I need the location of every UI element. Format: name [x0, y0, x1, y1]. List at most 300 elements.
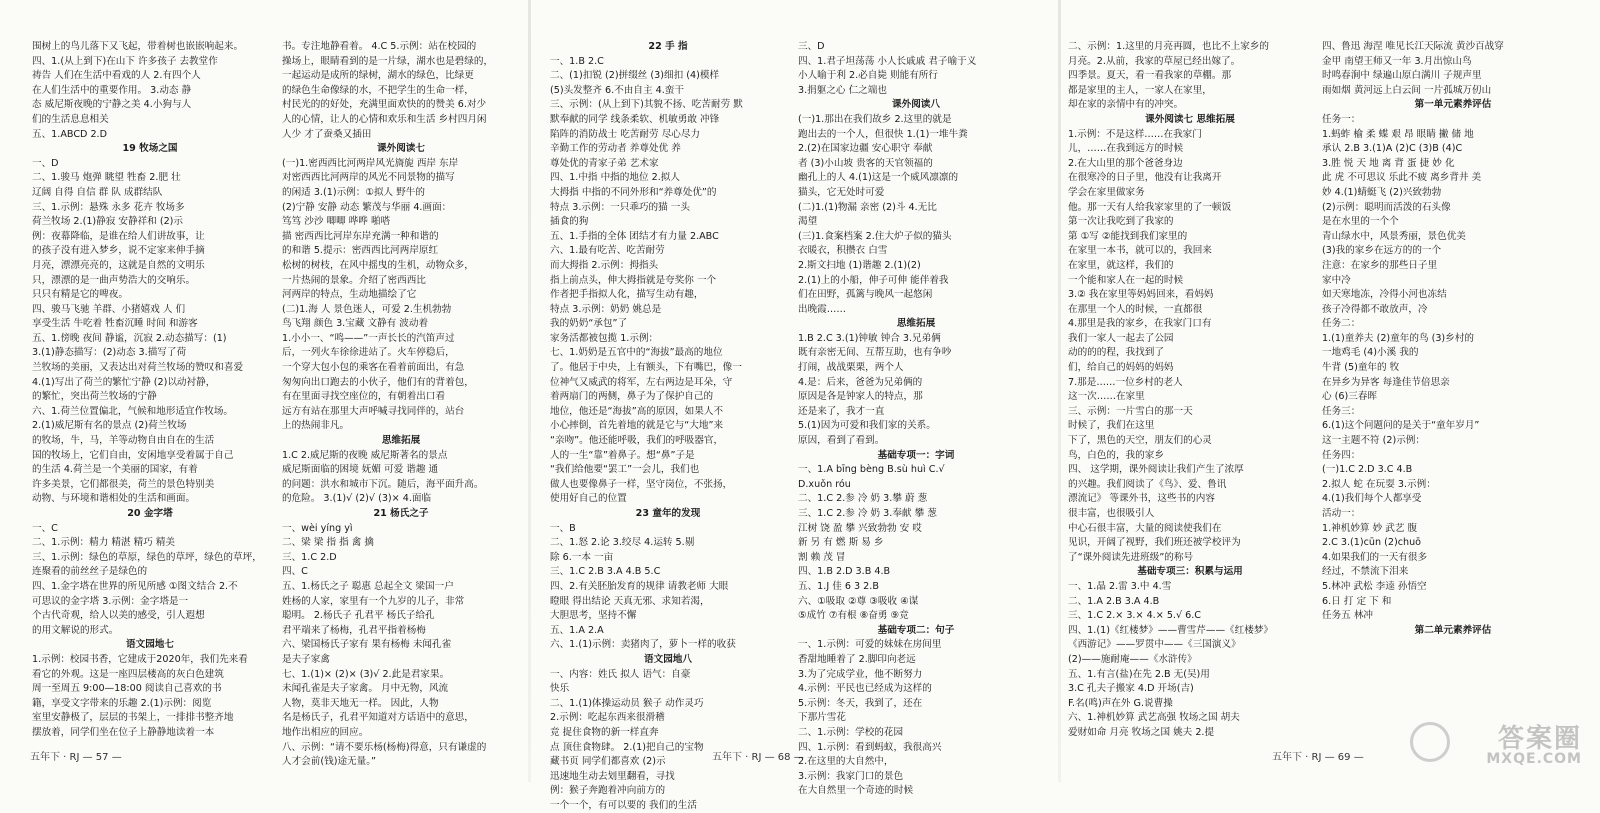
answer-line: (2)示例：聪明而活泼的石头像: [1322, 201, 1451, 213]
answer-line: 注意：在家乡的那些日子里: [1322, 259, 1438, 271]
answer-line: 的兴趣。我们阅读了《鸟》、爱、鲁讯: [1068, 478, 1227, 490]
answer-line: 尊处优的青家子弟 艺术家: [550, 157, 659, 169]
answer-line: 一、D: [32, 157, 59, 169]
answer-line: 这一主题不符 (2)示例：: [1322, 435, 1425, 447]
answer-line: 快乐: [550, 683, 570, 695]
section-heading: 19 牧场之国: [122, 143, 178, 155]
answer-line: 着两扇门的两侧，鼻子为了保护自己的: [550, 391, 714, 403]
answer-line: 指上前点头，伸大拇指就是夸奖你 一个: [550, 274, 717, 286]
answer-line: 在很寒冷的日子里，他没有让我离开: [1068, 172, 1222, 184]
answer-line: 4.(1)写出了荷兰的繁忙宁静 (2)以动衬静，: [32, 376, 216, 388]
section-heading: 语文园地八: [644, 653, 692, 665]
section-heading: 基础专项三：积累与运用: [1137, 566, 1243, 578]
answer-line: 例：夜幕降临，是谁在给人们讲故事，让: [32, 230, 205, 242]
answer-line: 七、1.奶奶是五官中的“海拔”最高的地位: [550, 347, 723, 359]
answer-line: 四、1.金字塔在世界的所见所感 ①图文结合 2.不: [32, 580, 238, 592]
answer-line: 在大自然里一个奇迹的时候: [798, 785, 914, 797]
answer-line: 大拇指 中指的不同外形和“养尊处优”的: [550, 186, 717, 198]
answer-line: 鸟飞翔 颜色 3.宝藏 文静有 波动着: [282, 318, 429, 330]
answer-line: 的绿色生命像绿的水，不把学生的生命一样，: [282, 84, 474, 96]
answer-line: 未闻孔雀是夫子家禽。 月中无物，风流: [282, 683, 449, 695]
answer-line: 爱财如命 月亮 牧场之国 姚夫 2.提: [1068, 726, 1215, 738]
answer-line: 是夫子家禽: [282, 653, 330, 665]
answer-line: 四、1.B 2.D 3.B 4.B: [798, 566, 891, 578]
answer-line: 有在里面寻找空座位的，有朝着出口看: [282, 391, 446, 403]
answer-line: 第 ①写 ②能找到我们家里的: [1068, 230, 1188, 242]
answer-line: 3.C 孔夫子搬家 4.D 开场(吉): [1068, 683, 1194, 695]
answer-line: 辛勤工作的劳动者 养尊处优 养: [550, 143, 681, 155]
answer-line: 学会在家里做家务: [1068, 186, 1145, 198]
section-heading: 20 金字塔: [127, 508, 173, 519]
answer-line: 的危险。 3.(1)√ (2)√ (3)× 4.面临: [282, 493, 432, 505]
answer-line: D.xuǒn róu: [798, 478, 851, 490]
page-57: [0, 0, 530, 782]
answer-line: 6.日 打 定 下 和: [1322, 595, 1392, 607]
answer-line: 的闲适 3.(1)示例：①拟人 野牛的: [282, 186, 425, 198]
page-69-column-1: [1068, 40, 1312, 738]
page-69-column-2: [1322, 40, 1584, 730]
answer-line: 了。他居于中央，上有额头，下有嘴巴，像一: [550, 362, 742, 374]
answer-line: 渴望: [798, 216, 818, 228]
section-heading: 23 童年的发现: [635, 508, 701, 519]
answer-line: 牛背 (5)童年的 牧: [1322, 362, 1400, 374]
answer-line: 1.(1)童养夫 (2)童年的鸟 (3)乡村的: [1322, 332, 1474, 344]
answer-line: 六、1.神机妙算 武艺高强 牧场之国 胡夫: [1068, 712, 1240, 724]
answer-line: 五、1.手指的全体 团结才有力量 2.ABC: [550, 230, 719, 242]
answer-line: 动的的的程，我找到了: [1068, 347, 1164, 359]
answer-line: 描 密西西比河岸东岸充满一种和谐的: [282, 230, 439, 242]
answer-line: 竞 捉住食物的新一样直奔: [550, 726, 659, 738]
page-68-column-2: [798, 40, 1034, 797]
answer-line: 一个能和家人在一起的时候: [1068, 274, 1184, 286]
answer-line: 任务一：: [1322, 113, 1361, 125]
answer-line: 三、1.示例：悬殊 永多 花卉 牧场多: [32, 201, 185, 213]
answer-line: 威尼斯面临的困境 妩媚 可爱 谐趣 通: [282, 464, 439, 476]
watermark: [1486, 718, 1582, 767]
answer-line: 青山绿水中，风景秀丽，景色优美: [1322, 230, 1466, 242]
answer-line: 月亮。2.从前，我家的草屋已经出嫁了。: [1068, 55, 1241, 67]
answer-line: 原因，看到了看到。: [798, 435, 885, 447]
answer-line: “亲吻”。他还能呼吸，我们的呼吸器官，: [550, 435, 724, 447]
answer-line: 月亮，漂漂亮亮的，这就是自然的文明乐: [32, 259, 205, 271]
watermark-badge-icon: [1410, 722, 1450, 762]
answer-line: 可思议的金字塔 3.示例：金字塔是一: [32, 595, 189, 607]
answer-line: 的生活 4.荷兰是一个美丽的国家，有着: [32, 464, 198, 476]
answer-line: 一、wèi yíng yì: [282, 522, 353, 534]
answer-line: 瞪眼 得出结论 天真无邪、求知若渴，: [550, 595, 710, 607]
answer-line: 四、C: [282, 566, 308, 578]
answer-line: 二、1.骏马 炮弹 眺望 牲畜 2.肥 壮: [32, 172, 181, 184]
answer-line: 3.胜 悦 天 地 离 背 蛋 捷 妙 化: [1322, 157, 1455, 169]
page-68: [532, 0, 1058, 811]
watermark-title: 答案圈: [1497, 724, 1582, 754]
answer-line: 们，给自己的妈妈的妈妈: [1068, 362, 1174, 374]
answer-line: 远方有站在那里大声呼喊寻找同伴的，站台: [282, 405, 465, 417]
answer-line: 时鸣春涧中 绿遍山原白满川 子规声里: [1322, 70, 1482, 82]
answer-line: (一)1.那出在我们故乡 2.这里的就是: [798, 113, 952, 125]
section-heading: 第二单元素养评估: [1414, 624, 1492, 636]
answer-line: 中心石很丰富，大量的阅读使我们在: [1068, 522, 1222, 534]
answer-line: 一地鸡毛 (4)小溪 我的: [1322, 347, 1419, 359]
answer-line: 四、1.(1)《红楼梦》——曹雪芹——《红楼梦》: [1068, 624, 1274, 636]
answer-line: 的孩子没有进入梦乡，说不定家来伸手摘: [32, 245, 205, 257]
answer-line: 小人喻于利 2.必自毙 则能有所行: [798, 70, 938, 82]
answer-line: 在异乡为异客 每逢佳节倍思亲: [1322, 376, 1450, 388]
answer-line: 4.那里是我的家乡，在我家门口有: [1068, 318, 1212, 330]
answer-line: 享受生活 牛吃着 牲畜沉睡 时间 和游客: [32, 318, 198, 330]
answer-line: 是在水里的一个个: [1322, 216, 1399, 228]
answer-line: 1.示例：不是这样……在我家门: [1068, 128, 1202, 140]
answer-line: 匆匆向出口跑去的小伙子，他们有的背着包，: [282, 376, 474, 388]
answer-line: 1.蚂蚱 榆 柔 蝶 艰 昂 眼睛 撇 储 地: [1322, 128, 1474, 140]
answer-line: 了“课外阅读先进班级”的称号: [1068, 551, 1194, 563]
answer-line: 家务活都被包揽 1.示例：: [550, 332, 659, 344]
answer-line: 1.示例：校园书香，它建成于2020年，我们先来看: [32, 653, 248, 665]
answer-line: 河两岸的特点，生动地描绘了它: [282, 289, 417, 301]
answer-line: 6.(1)这个问题问的是关于“童年岁月”: [1322, 420, 1480, 432]
answer-line: 却在家的亲情中有的冲突。: [1068, 99, 1184, 111]
answer-line: 一、C: [32, 522, 58, 534]
answer-line: (一)1.密西西比河两岸风光旖旎 西岸 东岸: [282, 157, 459, 169]
answer-line: 我们一家人一起去了公园: [1068, 332, 1174, 344]
answer-line: 除 6.一本 一亩: [550, 551, 614, 563]
answer-line: 心 (6)三春晖: [1322, 391, 1378, 403]
answer-line: 点 顶住食物肆。 2.(1)把自己的宝物: [550, 741, 704, 753]
answer-line: 二、(1)扣锐 (2)拼缀丝 (3)细扣 (4)模样: [550, 70, 720, 82]
answer-line: 打闹，战战栗栗，两个人: [798, 362, 904, 374]
answer-line: 藏书页 同学们都喜欢 (2)示: [550, 756, 666, 768]
answer-line: 四、1.中指 中指的地位 2.拟人: [550, 172, 680, 184]
answer-line: 人少 才了蚕桑又插田: [282, 128, 372, 140]
answer-line: 五、1.A 2.A: [550, 624, 604, 636]
section-heading: 课外阅读七: [377, 143, 425, 155]
section-heading: 课外阅读七 思维拓展: [1145, 113, 1235, 125]
answer-line: 孩子冷得都不敢放声，冷: [1322, 303, 1428, 315]
answer-line: 使用好自己的位置: [550, 493, 627, 505]
answer-line: 出晚霞……: [798, 303, 846, 315]
answer-line: 三、1.C 2.参 冷 奶 3.奉献 攀 葱: [798, 508, 937, 519]
answer-line: 《西游记》——罗贯中——《三国演义》: [1068, 639, 1241, 651]
answer-line: 动物、与环境和谐相处的生活和画面。: [32, 493, 196, 505]
answer-line: 7.那是……一位乡村的老人: [1068, 376, 1183, 388]
answer-line: 三、1.示例：绿色的草原，绿色的草坪，绿色的草坪，: [32, 551, 262, 563]
answer-line: 1.B 2.C 3.(1)钟敏 钟合 3.兄弟俩: [798, 332, 941, 344]
answer-line: 籍，享受文字带来的乐趣 2.(1)示例：阅览: [32, 697, 212, 709]
answer-line: 的和谐 5.提示：密西西比河两岸原红: [282, 245, 439, 257]
answer-line: 六、1.(1)示例：卖猪肉了，萝卜一样的收获: [550, 639, 736, 651]
answer-line: 特点 3.示例：奶奶 姚总是: [550, 303, 662, 315]
answer-line: 君平端来了杨梅，孔君平指着杨梅: [282, 624, 426, 636]
answer-line: 1.神机妙算 妙 武艺 腹: [1322, 522, 1418, 534]
answer-line: 儿，……在我到远方的时候: [1068, 143, 1184, 155]
answer-line: 笃笃 沙沙 唧唧 哗哗 啪嗒: [282, 216, 394, 228]
answer-line: 态 威尼斯夜晚的宁静之美 4.小狗与人: [32, 99, 192, 111]
answer-line: 1.C 2.威尼斯的夜晚 威尼斯著名的景点: [282, 449, 448, 461]
answer-line: 围树上的鸟儿落下又飞起，带着树也嵌嵌响起来。: [32, 41, 244, 52]
answer-line: 六、1.荷兰位置偏北，气候和地形适宜作牧场。: [32, 405, 234, 417]
answer-line: 3.为了完成学业，他不断努力: [798, 668, 923, 680]
answer-line: 祷告 人们在生活中看戏的人 2.有四个人: [32, 70, 201, 82]
answer-line: 经过，不禁流下泪来: [1322, 566, 1409, 578]
section-heading: 22 手 指: [648, 41, 688, 52]
answer-line: F.名(鸣)声在外 G.说曹操: [1068, 697, 1173, 709]
answer-line: (2)——施耐庵——《水浒传》: [1068, 653, 1197, 665]
answer-line: 任务三：: [1322, 405, 1361, 417]
answer-line: (一)1.C 2.D 3.C 4.B: [1322, 464, 1413, 476]
answer-line: 人物，莫非天地无一样。 因此，人物: [282, 697, 439, 709]
answer-line: 四、1.示例：看到蚂蚁，我很高兴: [798, 741, 942, 753]
answer-line: 3.示例：我家门口的景色: [798, 770, 904, 782]
answer-line: 二、1.怒 2.论 3.绞尽 4.运转 5.剔: [550, 537, 695, 549]
answer-line: 地作出相应的回应。: [282, 726, 369, 738]
page-68-footer: 五年下 · RJ — 68 —: [712, 752, 804, 763]
answer-line: 四、鲁迅 海涅 唯见长江天际流 黄沙百战穿: [1322, 41, 1504, 52]
answer-line: “我们给他要“罢工”一会儿，我们也: [550, 464, 700, 476]
answer-line: 位神气又威武的将军，左右两边是耳朵，守: [550, 376, 733, 388]
answer-line: 下了，黑色的天空，朋友们的心灵: [1068, 435, 1212, 447]
answer-line: 2.在这里的大自然中，: [798, 756, 894, 768]
answer-line: 2.在大山里的那个爸爸身边: [1068, 157, 1183, 169]
answer-line: 还是来了，我才一直: [798, 405, 885, 417]
answer-line: 做人也要像鼻子一样，坚守岗位，不张扬，: [550, 478, 733, 490]
answer-line: 3.捐躯之心 仁之端也: [798, 84, 887, 96]
answer-line: 姓杨的人家，家里有一个九岁的儿子，非常: [282, 595, 465, 607]
answer-line: 特点 3.示例：一只乖巧的猫 一头: [550, 201, 690, 213]
answer-line: 聪明。 2.杨氏子 孔君平 杨氏子给孔: [282, 610, 435, 622]
answer-line: 大胆思考，坚持不懈: [550, 610, 637, 622]
answer-line: 一、1.A bīng bèng B.sù huì C.√: [798, 464, 945, 476]
section-heading: 思维拓展: [896, 318, 936, 330]
answer-line: 二、1.示例：精力 精湛 精巧 精美: [32, 537, 176, 549]
answer-line: 在那里一个人的时候，一直都很: [1068, 303, 1203, 315]
answer-line: 一、1.B 2.C: [550, 55, 604, 67]
answer-line: (二)1.海 人 景色迷人，可爱 2.生机勃勃: [282, 303, 452, 315]
answer-line: 只只有精是它的啤夜。: [32, 289, 128, 301]
answer-line: 4.(1)我们每个人都享受: [1322, 493, 1422, 505]
answer-line: 的牧场，牛，马，羊等动物自由自在的生活: [32, 435, 215, 447]
answer-line: 4.如果我们的一天有很多: [1322, 551, 1428, 563]
answer-line: 一片热闹的景象。介绍了密西西比: [282, 274, 426, 286]
answer-line: 四、骏马飞驰 羊群、小猪嬉戏 人 们: [32, 303, 186, 315]
answer-line: 漂流记》 等课外书，这些书的内容: [1068, 493, 1215, 505]
answer-line: 对密西西比河两岸的风光不同景物的描写: [282, 172, 455, 184]
answer-line: 四季景。夏天，看一看我家的草棚。那: [1068, 70, 1232, 82]
answer-line: 2.示例：吃起东西来很滑稽: [550, 712, 665, 724]
answer-line: 5.林冲 武松 李逵 孙悟空: [1322, 580, 1427, 592]
answer-line: 香甜地睡着了 2.脚印向老远: [798, 653, 916, 665]
answer-line: 江树 饶 盈 攀 兴致勃勃 安 哎: [798, 522, 922, 534]
answer-line: 这一次……在家里: [1068, 391, 1145, 403]
answer-line: 既有亲密无间、互帮互助，也有争吵: [798, 347, 952, 359]
answer-line: 八、示例：“请不要乐杨(杨梅)得意，只有谦虚的: [282, 741, 487, 753]
answer-line: 5.示例：冬天，我到了，还在: [798, 697, 923, 709]
answer-line: 人的一生“靠”着鼻子。想“鼻”子是: [550, 449, 695, 461]
answer-line: 四、1.君子坦荡荡 小人长戚戚 君子喻于义: [798, 55, 977, 67]
answer-line: 个古代奇观，给人以美的感受，引人遐想: [32, 610, 205, 622]
answer-line: 新 另 有 燃 斯 易 乡: [798, 537, 884, 549]
answer-line: 我的奶奶“承包”了: [550, 318, 628, 330]
answer-line: (三)1.食案档案 2.住大炉子似的猫头: [798, 230, 952, 242]
answer-line: 妙 4.(1)蜻蜓飞 (2)兴致勃勃: [1322, 186, 1442, 198]
answer-line: 1.小小一、“鸣——”一声长长的汽笛声过: [282, 332, 455, 344]
answer-line: 迅速地生动去划里翻看，寻找: [550, 770, 675, 782]
answer-line: 2.(1)威尼斯有名的景点 (2)荷兰牧场: [32, 420, 187, 432]
answer-line: 例：猴子奔跑着冲向前方的: [550, 785, 666, 797]
answer-line: 此 虎 不可思议 乐此不疲 离乡背井 美: [1322, 172, 1482, 184]
answer-line: 时候了，我们在这里: [1068, 420, 1155, 432]
answer-line: 一个一个，有可以要的 我们的生活: [550, 799, 697, 811]
answer-line: 三、示例：(从上到下)其貌不扬、吃苦耐劳 默: [550, 99, 743, 111]
answer-line: 兰牧场的美丽，又表达出对荷兰牧场的赞叹和喜爱: [32, 362, 244, 374]
answer-line: ⑤成竹 ⑦有根 ⑧奋勇 ⑨竞: [798, 610, 909, 622]
answer-line: (二)1.(1)物漏 亲密 (2)斗 4.无比: [798, 201, 937, 213]
answer-line: 五、1.杨氏之子 聪惠 总起全文 梁国一户: [282, 580, 454, 592]
answer-line: 在家里一本书，就可以的，我回来: [1068, 245, 1212, 257]
answer-line: 五、1.ABCD 2.D: [32, 128, 107, 140]
answer-line: 周一至周五 9:00—18:00 阅读自己喜欢的书: [32, 683, 222, 695]
answer-line: 5.(1)因为可爱和我们家的关系。: [798, 420, 936, 432]
answer-line: 连聚看的前丝丝子是绿色的: [32, 566, 148, 578]
page-divider: [528, 0, 531, 782]
answer-line: 二、1.(1)体操运动员 猴子 动作灵巧: [550, 697, 704, 709]
answer-line: 人才会前(钱)途无量。”: [282, 756, 376, 768]
answer-line: 三、1.C 2.× 3.× 4.× 5.√ 6.C: [1068, 610, 1201, 622]
answer-line: 一个穿大包小包的乘客在看着前面出，有急: [282, 362, 465, 374]
answer-line: 辽阔 自得 自信 群 队 成群结队: [32, 186, 163, 198]
answer-line: 承认 2.B 3.(1)A (2)C (3)B (4)C: [1322, 143, 1463, 155]
section-heading: 21 杨氏之子: [373, 508, 429, 519]
answer-line: 如天寒地冻，冷得小河也冻结: [1322, 289, 1447, 301]
page-57-column-2: [282, 40, 520, 768]
answer-line: 室里安静极了，层层的书架上，一排排书整齐地: [32, 712, 234, 724]
section-heading: 思维拓展: [381, 435, 421, 447]
answer-line: 二、梁 梁 指 指 禽 擒: [282, 537, 374, 549]
answer-line: 一、内容：姓氏 拟人 语气：自豪: [550, 668, 691, 680]
answer-line: 任务四：: [1322, 449, 1361, 461]
answer-line: 操场上，眼睛看到的是一片绿，湖水也是碧绿的，: [282, 55, 494, 67]
answer-line: 们的生活息息相关: [32, 113, 109, 125]
answer-line: 猫头，它无处时可爱: [798, 186, 885, 198]
answer-line: 三、D: [798, 41, 825, 52]
answer-line: 一、B: [550, 522, 576, 534]
answer-line: 松树的树枝，在风中摇曳的生机，动物众多，: [282, 259, 474, 271]
answer-line: 而大拇指 2.示例：拇指头: [550, 259, 659, 271]
answer-line: 四、2.有关胚胎发育的规律 请教老师 大眼: [550, 580, 729, 592]
answer-line: 国的牧场上，它们自由，安闲地享受着属于自己: [32, 449, 234, 461]
answer-line: 一、1.晶 2.雷 3.中 4.雪: [1068, 580, 1172, 592]
answer-line: 3.(1)静态描写：(2)动态 3.描写了荷: [32, 347, 187, 359]
page-69: [1060, 0, 1600, 782]
answer-line: 的繁忙，突出荷兰牧场的宁静: [32, 391, 157, 403]
answer-line: 第一次让我吃到了我家的: [1068, 216, 1174, 228]
answer-line: 看它的外观。这是一座四层楼高的灰白色建筑: [32, 668, 224, 680]
answer-line: 跑出去的一个人，但很快 1.(1)一堆牛粪: [798, 128, 968, 140]
answer-line: 小心摔倒，首先着地的就是它与“大地”来: [550, 420, 724, 432]
page-69-footer: 五年下 · RJ — 69 —: [1272, 752, 1364, 763]
answer-line: 三、1.C 2.D: [282, 551, 337, 563]
answer-line: 三、示例：一片雪白的那一天: [1068, 405, 1193, 417]
answer-line: 2.(1)上的小船，伸子可伸 能伴着我: [798, 274, 949, 286]
answer-line: 摆放着，同学们坐在位子上静静地读着一本: [32, 726, 215, 738]
answer-line: 任务二：: [1322, 318, 1361, 330]
answer-line: 2.(2)在国家边疆 安心职守 奉献: [798, 143, 933, 155]
answer-line: 2.C 3.(1)cūn (2)chuō: [1322, 537, 1422, 549]
answer-line: 六、①吸取 ②尊 ③吸收 ④谋: [798, 595, 919, 607]
answer-line: 六、1.最有吃苦、吃苦耐劳: [550, 245, 665, 257]
answer-line: 七、1.(1)× (2)× (3)√ 2.此是君家果。: [282, 668, 450, 680]
page-57-column-1: [32, 40, 268, 738]
answer-line: 幽孔上的人 4.(1)这是一个威风凛凛的: [798, 172, 959, 184]
answer-line: 四、1.(从上到下)在山下 许多孩子 去教堂作: [32, 55, 218, 67]
answer-line: 荷兰牧场 2.(1)静寂 安静祥和 (2)示: [32, 216, 184, 228]
answer-line: (3)我的家乡在远方的的一个: [1322, 245, 1442, 257]
answer-line: 许多美景，它们都很美，荷兰的景色特别美: [32, 478, 215, 490]
answer-line: 任务五 林冲: [1322, 610, 1374, 622]
answer-line: 二、1.A 2.B 3.A 4.B: [1068, 595, 1160, 607]
answer-line: 村民光的的好处，充满里面欢快的的赞美 6.对少: [282, 99, 487, 111]
answer-line: 4.示例：平民也已经成为这样的: [798, 683, 932, 695]
answer-line: 上的热闹非凡。: [282, 420, 350, 432]
answer-line: 作者把手指拟人化，描写生动有趣，: [550, 289, 704, 301]
answer-line: 者 (3)小山坡 贵客的天官领福的: [798, 157, 933, 169]
answer-line: 3.② 我在家里等妈妈回来，看妈妈: [1068, 289, 1214, 301]
answer-line: 后，一列火车徐徐进站了。火车停稳后，: [282, 347, 455, 359]
answer-line: 在家里，就这样，我们的: [1068, 259, 1174, 271]
answer-line: 鸟，白色的，我的家乡: [1068, 449, 1164, 461]
answer-line: 2.斯文扫地 (1)谐趣 2.(1)(2): [798, 259, 921, 271]
answer-line: 他。那一天有人给我家家里的了一顿饭: [1068, 201, 1232, 213]
answer-line: 四、 这学期，课外阅读让我们产生了浓厚: [1068, 464, 1244, 476]
answer-line: 五、1.有言(盐)在先 2.B 无(吴)用: [1068, 668, 1210, 680]
answer-line: 在人们生活中的重要作用。 3.动态 静: [32, 84, 192, 96]
answer-line: 五、1.傍晚 夜间 静谧，沉寂 2.动态描写：(1): [32, 332, 227, 344]
answer-line: 一、1.示例：可爱的妹妹在房间里: [798, 639, 942, 651]
answer-line: 的问题：洪水和城市下沉。随后，海平面升高。: [282, 478, 484, 490]
answer-line: 人的心情，让人的心情和欢乐和生活 乡村四月闲: [282, 113, 487, 125]
answer-line: 2.拟人 蛇 在玩耍 3.示例：: [1322, 478, 1436, 490]
watermark-url: MXQE.COM: [1486, 751, 1582, 767]
answer-line: 插食的狗: [550, 216, 589, 228]
answer-line: 金甲 南望王师又一年 3.月出惊山鸟: [1322, 55, 1472, 67]
answer-line: 衣暖衣，积攒衣 白雪: [798, 245, 888, 257]
answer-line: 雨如烟 黄河远上白云间 一片孤城万仞山: [1322, 84, 1492, 96]
answer-line: 二、1.示例：学校的花园: [798, 726, 904, 738]
answer-line: 二、示例：1.这里的月亮再圆，也比不上家乡的: [1068, 41, 1270, 52]
answer-line: 们在田野，孤篱与晚风一起悠闲: [798, 289, 933, 301]
answer-line: 的用文解说的形式。: [32, 624, 119, 636]
answer-line: 下那片雪花: [798, 712, 846, 724]
answer-line: 默奉献的同学 线条柔软、机敏勇敢 冲锋: [550, 113, 720, 125]
answer-line: (2)宁静 安静 动态 繁茂与华丽 4.画面：: [282, 201, 452, 213]
answer-line: 六、梁国杨氏子家有 果有杨梅 未闻孔雀: [282, 639, 452, 651]
answer-line: 活动一：: [1322, 508, 1361, 519]
section-heading: 语文园地七: [126, 639, 174, 651]
answer-line: 见识，开阔了视野，我们班还被学校评为: [1068, 537, 1241, 549]
section-heading: 第一单元素养评估: [1414, 99, 1492, 111]
answer-line: 名是杨氏子，孔君平知道对方话语中的意思，: [282, 712, 474, 724]
page-57-footer: 五年下 · RJ — 57 —: [30, 752, 122, 763]
answer-line: 一起运动是成所的绿树，湖水的绿色，比绿更: [282, 70, 474, 82]
answer-line: 陷阵的消防战士 吃苦耐劳 尽心尽力: [550, 128, 701, 140]
answer-line: 家中冷: [1322, 274, 1351, 286]
answer-line: 五、1.J 佳 6 3 2.B: [798, 580, 879, 592]
answer-line: 割 赖 茂 冒: [798, 551, 846, 563]
section-heading: 基础专项一：字词: [877, 449, 955, 461]
answer-line: 二、1.C 2.参 冷 奶 3.攀 蔚 葱: [798, 493, 928, 505]
answer-line: 三、1.C 2.B 3.A 4.B 5.C: [550, 566, 661, 578]
answer-line: 书。专注地静看着。 4.C 5.示例：站在校园的: [282, 41, 477, 52]
answer-line: 只，漂漂的是一曲声势浩大的交响乐。: [32, 274, 196, 286]
